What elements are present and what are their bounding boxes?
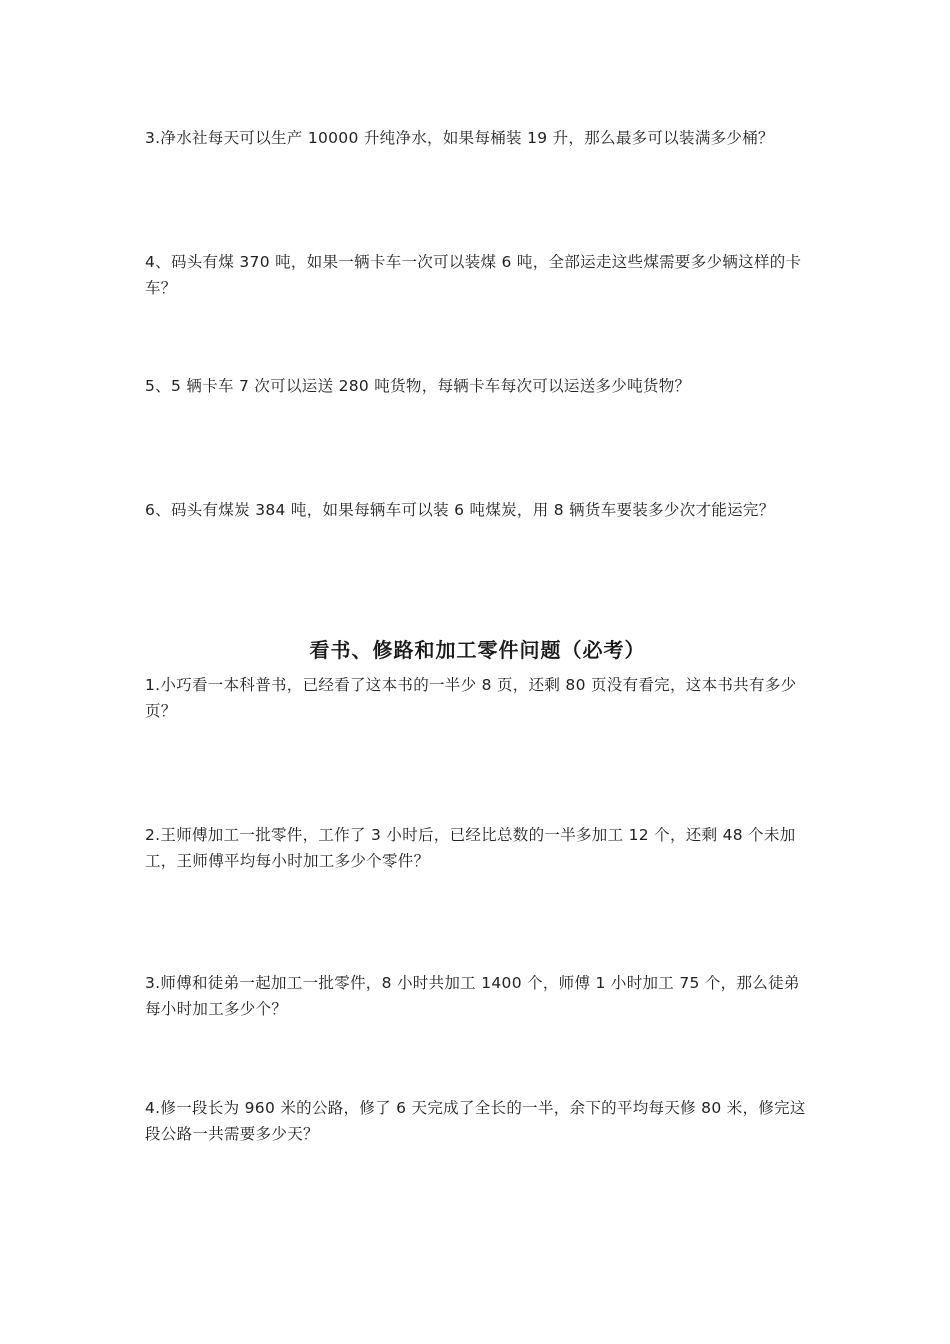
question-parts-per-hour: 2.王师傅加工一批零件，工作了 3 小时后，已经比总数的一半多加工 12 个，还剩 48 个未加工，王师傅平均每小时加工多少个零件？ bbox=[145, 826, 796, 870]
question-coal-trips: 6、码头有煤炭 384 吨，如果每辆车可以装 6 吨煤炭，用 8 辆货车要装多少次才能运完？ bbox=[145, 501, 775, 519]
question-cargo-per-truck: 5、5 辆卡车 7 次可以运送 280 吨货物，每辆卡车每次可以运送多少吨货物？ bbox=[145, 377, 691, 395]
question-apprentice-rate: 3.师傅和徒弟一起加工一批零件，8 小时共加工 1400 个，师傅 1 小时加工 75 个，那么徒弟每小时加工多少个？ bbox=[145, 974, 800, 1018]
question-road-days: 4.修一段长为 960 米的公路，修了 6 天完成了全长的一半，余下的平均每天修 80 米，修完这段公路一共需要多少天？ bbox=[145, 1099, 806, 1143]
question-coal-trucks: 4、码头有煤 370 吨，如果一辆卡车一次可以装煤 6 吨，全部运走这些煤需要多少辆这样的卡车？ bbox=[145, 253, 802, 297]
question-water-barrels: 3.净水社每天可以生产 10000 升纯净水，如果每桶装 19 升，那么最多可以装满多少桶？ bbox=[145, 129, 774, 147]
question-book-pages: 1.小巧看一本科普书，已经看了这本书的一半少 8 页，还剩 80 页没有看完，这本书共有多少页？ bbox=[145, 676, 797, 720]
section-title: 看书、修路和加工零件问题（必考） bbox=[309, 638, 646, 662]
